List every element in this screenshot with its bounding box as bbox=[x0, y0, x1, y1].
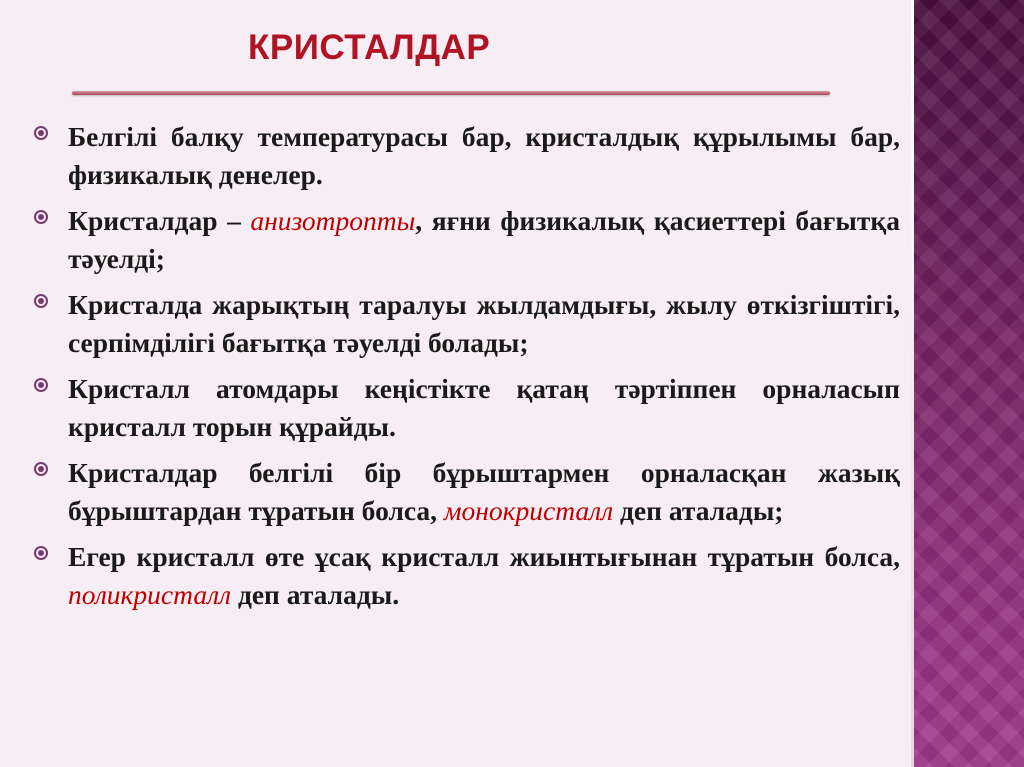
bullet-item bbox=[34, 454, 900, 530]
bullet-text-after: , яғни физикалық қасиеттері бағытқа тәуелді; bbox=[68, 205, 900, 274]
bullet-text-before: Кристалда жарықтың таралуы жылдамдығы, жылу өткізгіштігі, серпімділігі бағытқа тәуелді болады; bbox=[68, 289, 900, 358]
bullet-emphasis: монокристалл bbox=[443, 495, 614, 526]
bullet-text bbox=[68, 538, 900, 614]
circle-bullet-icon bbox=[34, 462, 48, 476]
bullet-emphasis: поликристалл bbox=[68, 579, 232, 610]
bullet-item bbox=[34, 118, 900, 194]
circle-bullet-icon bbox=[34, 126, 48, 140]
bullet-item bbox=[34, 286, 900, 362]
bullet-text-before: Кристалдар белгілі бір бұрыштармен орналасқан жазық бұрыштардан тұратын болса, bbox=[68, 457, 900, 526]
title-underline bbox=[72, 91, 830, 95]
bullet-text-after: деп аталады; bbox=[613, 495, 784, 526]
circle-bullet-icon bbox=[34, 378, 48, 392]
bullet-text-before: Кристалдар – bbox=[68, 205, 251, 236]
bullet-text bbox=[68, 454, 900, 530]
bullet-text bbox=[68, 286, 900, 362]
bullet-text bbox=[68, 370, 900, 446]
circle-bullet-icon bbox=[34, 210, 48, 224]
slide-title: КРИСТАЛДАР bbox=[248, 28, 491, 67]
bullet-item bbox=[34, 202, 900, 278]
bullet-emphasis: анизотропты bbox=[250, 205, 416, 236]
bullet-text bbox=[68, 202, 900, 278]
bullet-item bbox=[34, 370, 900, 446]
decorative-side-band bbox=[914, 0, 1024, 767]
bullet-list bbox=[34, 118, 900, 622]
bullet-text bbox=[68, 118, 900, 194]
circle-bullet-icon bbox=[34, 546, 48, 560]
circle-bullet-icon bbox=[34, 294, 48, 308]
bullet-text-before: Егер кристалл өте ұсақ кристалл жиынтығынан тұратын болса, bbox=[68, 541, 900, 572]
bullet-text-after: деп аталады. bbox=[231, 579, 400, 610]
bullet-text-before: Кристалл атомдары кеңістікте қатаң тәртіппен орналасып кристалл торын құрайды. bbox=[68, 373, 900, 442]
bullet-text-before: Белгілі балқу температурасы бар, кристалдық құрылымы бар, физикалық денелер. bbox=[68, 121, 900, 190]
side-band-divider bbox=[911, 0, 914, 767]
bullet-item bbox=[34, 538, 900, 614]
